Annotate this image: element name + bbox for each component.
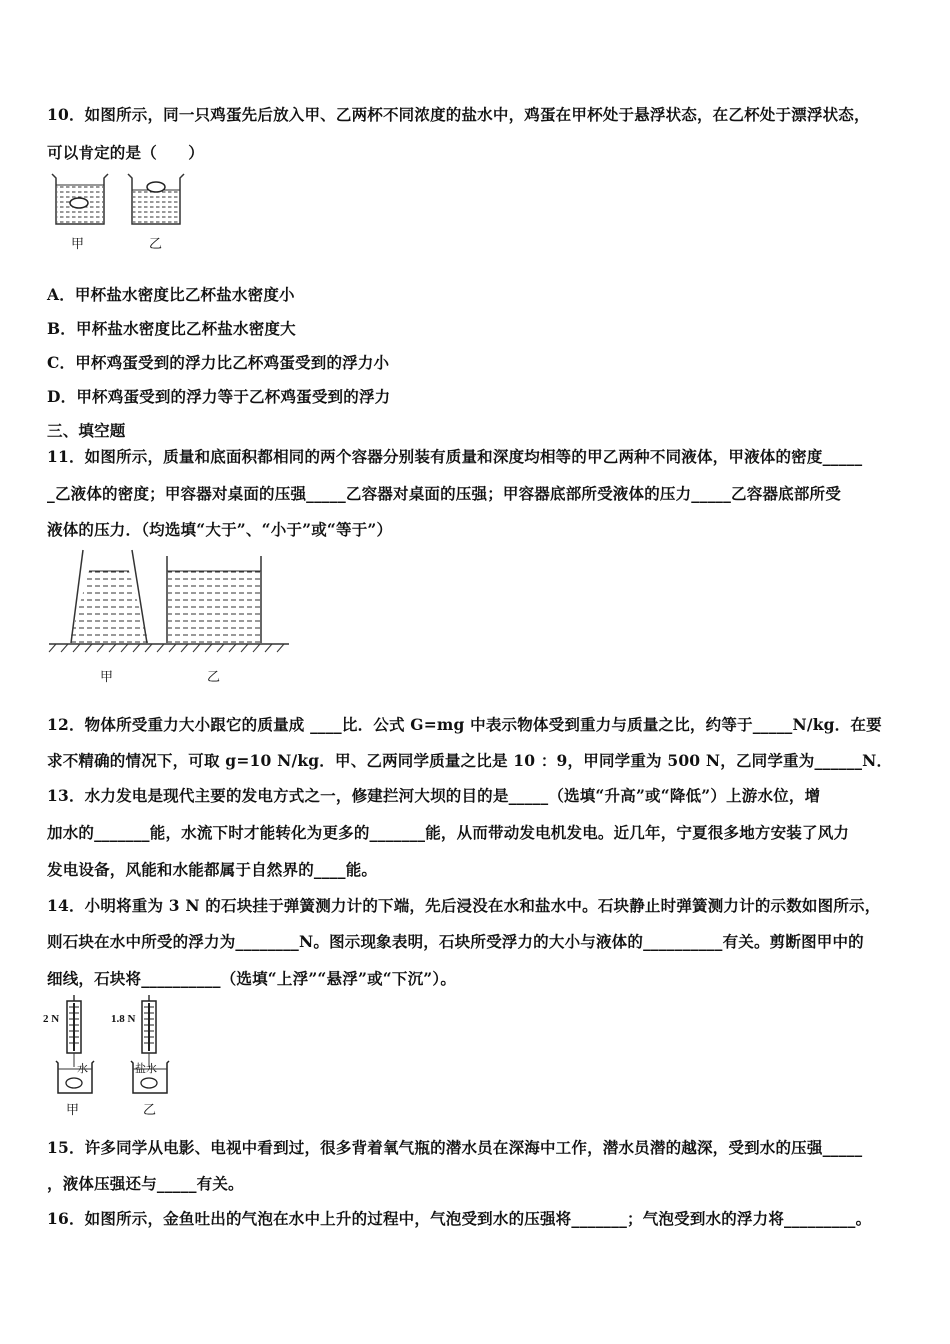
q12-line2: 求不精确的情况下，可取 g=10 N/kg．甲、乙两同学质量之比是 10 ：9，甲同学重为 500 N，乙同学重为______N．	[47, 751, 893, 770]
q11-label-b: 乙	[207, 670, 221, 685]
q14-line1: 14．小明将重为 3 N 的石块挂于弹簧测力计的下端，先后浸没在水和盐水中。石块静止时弹簧测力计的示数如图所示，	[47, 896, 881, 915]
q10-beakers-figure	[48, 170, 188, 250]
q14-reading-b: 1.8 N	[111, 1013, 136, 1025]
q10-option-c: C．甲杯鸡蛋受到的浮力比乙杯鸡蛋受到的浮力小	[47, 353, 390, 372]
q11-label-a: 甲	[100, 670, 114, 685]
q15-line2: ，液体压强还与_____有关。	[47, 1174, 244, 1193]
section-heading: 三、填空题	[47, 421, 126, 440]
q14-line2: 则石块在水中所受的浮力为________N。图示现象表明，石块所受浮力的大小与液体的__________有关。剪断图甲中的	[47, 932, 864, 951]
q14-label-b: 乙	[143, 1103, 157, 1118]
q13-line3: 发电设备，风能和水能都属于自然界的____能。	[47, 860, 378, 879]
q10-label-b: 乙	[149, 237, 163, 252]
q13-line2: 加水的_______能，水流下时才能转化为更多的_______能，从而带动发电机发电。近几年，宁夏很多地方安装了风力	[47, 823, 850, 842]
q10-line2: 可以肯定的是（ ）	[47, 143, 205, 162]
q14-reading-a: 2 N	[43, 1013, 60, 1025]
q10-option-b: B．甲杯盐水密度比乙杯盐水密度大	[47, 319, 296, 338]
q11-containers-figure	[46, 548, 291, 658]
q10-option-d: D．甲杯鸡蛋受到的浮力等于乙杯鸡蛋受到的浮力	[47, 387, 391, 406]
q11-line1: 11．如图所示，质量和底面积都相同的两个容器分别装有质量和深度均相等的甲乙两种不同液体，甲液体的密度_____	[47, 447, 863, 466]
q10-label-a: 甲	[71, 237, 85, 252]
q14-line3: 细线，石块将__________（选填“上浮”“悬浮”或“下沉”）。	[47, 969, 457, 988]
q10-option-a: A．甲杯盐水密度比乙杯盐水密度小	[47, 285, 295, 304]
q11-line2: _乙液体的密度；甲容器对桌面的压强_____乙容器对桌面的压强；甲容器底部所受液体的压力_____乙容器底部所受	[47, 484, 841, 503]
q11-line3: 液体的压力．（均选填“大于”、“小于”或“等于”）	[47, 520, 393, 539]
q14-liquid-b: 盐水	[135, 1062, 157, 1075]
q15-line1: 15．许多同学从电影、电视中看到过，很多背着氧气瓶的潜水员在深海中工作，潜水员潜的越深，受到水的压强_____	[47, 1138, 863, 1157]
q10-line1: 10．如图所示，同一只鸡蛋先后放入甲、乙两杯不同浓度的盐水中，鸡蛋在甲杯处于悬浮状态，在乙杯处于漂浮状态，	[47, 105, 870, 124]
q13-line1: 13．水力发电是现代主要的发电方式之一，修建拦河大坝的目的是_____（选填“升高”或“降低”）上游水位，增	[47, 786, 821, 805]
q12-line1: 12．物体所受重力大小跟它的质量成 ____比．公式 G=mg 中表示物体受到重力与质量之比，约等于_____N/kg．在要	[47, 715, 882, 734]
q14-liquid-a: 水	[77, 1062, 88, 1075]
q16-line1: 16．如图所示，金鱼吐出的气泡在水中上升的过程中，气泡受到水的压强将_______；气泡受到水的浮力将_________。	[47, 1209, 872, 1228]
q14-label-a: 甲	[66, 1103, 80, 1118]
q14-spring-scale-figure	[40, 995, 180, 1095]
